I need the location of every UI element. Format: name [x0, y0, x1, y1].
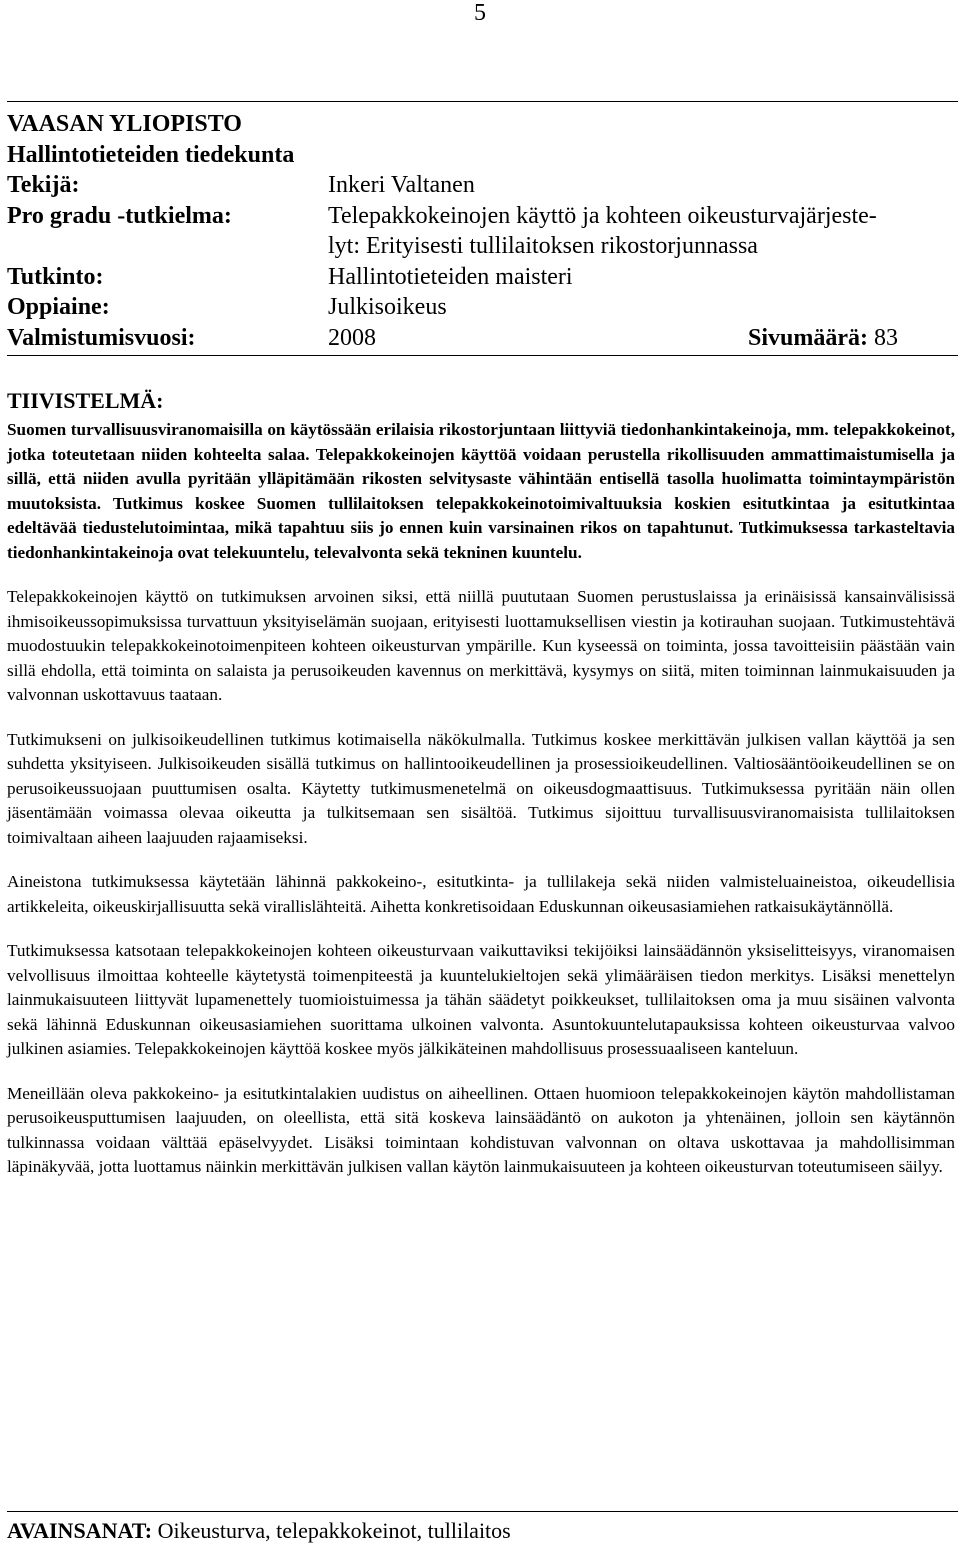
subject-value: Julkisoikeus	[328, 294, 447, 320]
thesis-row	[7, 201, 958, 262]
author-value: Inkeri Valtanen	[328, 172, 475, 198]
abstract-paragraph-4: Aineistona tutkimuksessa käytetään lähinnä pakkokeino-, esitutkinta- ja tullilakeja sekä niiden valmisteluaineistoa, oikeudellisia artikkeleita, oikeuskirjallisuutta sekä virallislähteitä. Aihetta konkretisoidaan Eduskunnan oikeusasiamiehen ratkaisukäytännöllä.	[7, 872, 955, 916]
abstract-paragraph-2: Telepakkokeinojen käyttö on tutkimuksen arvoinen siksi, että niillä puututaan Suomen perustuslaissa ja erinäisissä kansainvälisissä ihmisoikeussopimuksissa turvattuun yksityiselämän suojaan, erityisesti luottamuksellisen viestin ja kotirauhan suojaan. Tutkimustehtävä muodostuukin telepakkokeinotoimenpiteen kohteen oikeusturvan ympärille. Kun kyseessä on toiminta, jossa tavoitteisiin päästään vain sillä ehdolla, että toiminta on salaista ja perusoikeuden kavennus on merkittävä, kysymys on siitä, miten toiminnan lainmukaisuuden ja valvonnan uskottavuus taataan.	[7, 587, 955, 704]
page-count-value: 83	[874, 324, 898, 351]
thesis-title	[328, 201, 958, 262]
keywords-line	[7, 1517, 511, 1545]
thesis-title-line2: lyt: Erityisesti tullilaitoksen rikostorjunnassa	[328, 233, 758, 259]
keywords-label: AVAINSANAT:	[7, 1518, 153, 1543]
author-row	[7, 170, 958, 201]
page-count-label: Sivumäärä:	[748, 324, 868, 351]
year-label: Valmistumisvuosi:	[7, 324, 196, 351]
degree-value: Hallintotieteiden maisteri	[328, 263, 573, 290]
header-bottom-rule	[7, 355, 958, 356]
degree-label: Tutkinto:	[7, 263, 104, 290]
subject-label: Oppiaine:	[7, 294, 110, 320]
faculty-name: Hallintotieteiden tiedekunta	[7, 141, 295, 168]
year-row	[7, 323, 958, 354]
university-name: VAASAN YLIOPISTO	[7, 111, 242, 137]
page-number: 5	[474, 0, 486, 26]
degree-row	[7, 262, 958, 293]
keywords-value: Oikeusturva, telepakkokeinot, tullilaitos	[157, 1518, 511, 1543]
keywords-rule	[7, 1511, 958, 1512]
thesis-label: Pro gradu -tutkielma:	[7, 202, 232, 229]
header-top-rule	[7, 101, 958, 102]
page-count	[748, 323, 898, 354]
author-label: Tekijä:	[7, 172, 80, 198]
abstract-paragraph-1: Suomen turvallisuusviranomaisilla on käytössään erilaisia rikostorjuntaan liittyviä tiedonhankintakeinoja, mm. telepakkokeinot, jotka toteutetaan niiden kohteelta salaa. Telepakkokeinojen käyttöä voidaan perustella rikollisuuden ammattimaistumisella ja sillä, että niiden avulla pyritään ylläpitämään rikosten selvitysaste vähintään entisellä tasolla huolimatta toimintaympäristön muutoksista. Tutkimus koskee Suomen tullilaitoksen telepakkokeinotoimivaltuuksia koskien esitutkintaa ja esitutkintaa edeltävää tiedustelutoimintaa, mikä tapahtuu siis jo ennen kuin varsinainen rikos on tapahtunut. Tutkimuksessa tarkasteltavia tiedonhankintakeinoja ovat telekuuntelu, televalvonta sekä tekninen kuuntelu.	[7, 420, 955, 562]
year-value: 2008	[328, 324, 376, 351]
subject-row	[7, 292, 958, 323]
summary-title: TIIVISTELMÄ:	[7, 388, 164, 413]
abstract-body	[7, 418, 955, 1200]
thesis-header	[7, 109, 958, 353]
abstract-paragraph-6: Meneillään oleva pakkokeino- ja esitutkintalakien uudistus on aiheellinen. Ottaen huomioon telepakkokeinojen käytön mahdollistaman perusoikeusputtumisen laajuuden, on oleellista, että sitä koskeva lainsäädäntö on aukoton ja yhtenäinen, jolloin sen käytännön tulkinnassa voidaan välttää epäselvyydet. Lisäksi toimintaan kohdistuvan valvonnan on oltava uskottavaa ja mahdollisimman läpinäkyvää, jotta luottamus näinkin merkittävän julkisen vallan käytön lainmukaisuuteen ja kohteen oikeusturvan toteutumiseen säilyy.	[7, 1083, 955, 1176]
abstract-paragraph-3: Tutkimukseni on julkisoikeudellinen tutkimus kotimaisella näkökulmalla. Tutkimus koskee merkittävän julkisen vallan käyttöä ja sen suhdetta yksityiseen. Julkisoikeuden sisällä tutkimus on hallintooikeudellinen ja prosessioikeudellinen. Valtiosääntöoikeudellinen se on perusoikeussuojaan puuttumisen osalta. Käytetty tutkimusmenetelmä on oikeusdogmaattisuus. Tutkimuksessa pyritään näin ollen jäsentämään voimassa olevaa oikeutta ja tulkitsemaan sen sisältöä. Tutkimus sijoittuu turvallisuusviranomaisista tullilaitoksen toimivaltaan aiheen laajuuden rajaamiseksi.	[7, 729, 955, 847]
thesis-title-line1: Telepakkokeinojen käyttö ja kohteen oikeusturvajärjeste-	[328, 202, 877, 229]
abstract-paragraph-5: Tutkimuksessa katsotaan telepakkokeinojen kohteen oikeusturvaan vaikuttaviksi tekijöiksi lainsäädännön yksiselitteisyys, viranomaisen velvollisuus ilmoittaa kohteelle käytetystä toimenpiteestä ja kuuntelukieltojen sekä ylimääräisen tiedon merkitys. Lisäksi menettelyn lainmukaisuuteen liittyvät lupamenettely tuomioistuimessa ja tähän säädetyt poikkeukset, tullilaitoksen oma ja muu sisäinen valvonta sekä lähinnä Eduskunnan oikeusasiamiehen suorittama ulkoinen valvonta. Asuntokuuntelutapauksissa kohteen oikeusturvaa valvoo julkinen asiamies. Telepakkokeinojen käyttöä koskee myös jälkikäteinen mahdollisuus prosessuaaliseen kanteluun.	[7, 941, 955, 1058]
